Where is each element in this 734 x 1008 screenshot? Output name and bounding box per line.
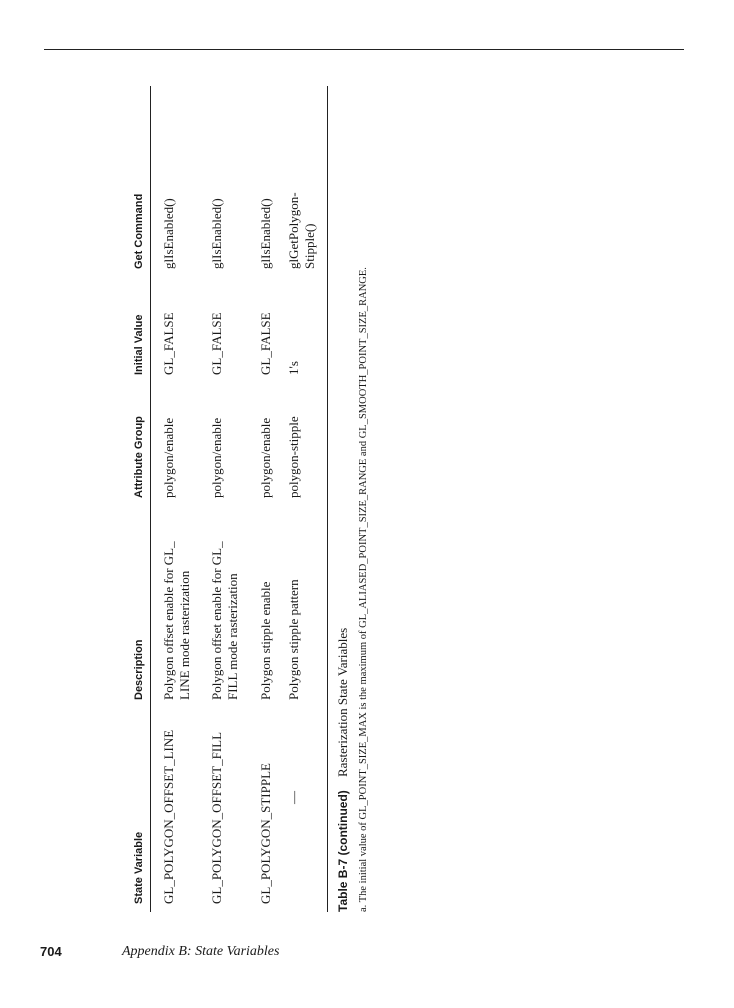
row2-description-line1: Polygon offset enable for GL_ [209, 541, 224, 700]
row2-get-command: glIsEnabled() [209, 198, 224, 269]
row2-attribute-group: polygon/enable [209, 417, 224, 498]
row1-description-line1: Polygon offset enable for GL_ [161, 541, 176, 700]
table-caption-label: Table B-7 (continued) [336, 790, 350, 912]
header-attribute-group: Attribute Group [133, 416, 145, 498]
running-head: Appendix B: State Variables [122, 944, 280, 959]
table-caption-title: Rasterization State Variables [335, 627, 350, 777]
row1-get-command: glIsEnabled() [161, 198, 176, 269]
header-description: Description [133, 639, 145, 700]
row3-initial-value: GL_FALSE [258, 312, 273, 375]
row3-state-variable: GL_POLYGON_STIPPLE [258, 763, 273, 904]
table-footnote: a. The initial value of GL_POINT_SIZE_MAX is the maximum of GL_ALIASED_POINT_SIZE_RANGE and GL_SMOOTH_POINT_SIZE_RANGE. [358, 267, 369, 912]
row3-get-command: glIsEnabled() [258, 198, 273, 269]
row1-initial-value: GL_FALSE [161, 312, 176, 375]
row2-description-line2: FILL mode rasterization [225, 573, 240, 700]
rotated-table-block [118, 86, 388, 912]
row4-description-line1: Polygon stipple pattern [286, 579, 301, 700]
row3-attribute-group: polygon/enable [258, 417, 273, 498]
row4-get-command-line2: Stipple() [302, 223, 317, 269]
row4-attribute-group: polygon-stipple [286, 416, 301, 498]
row3-description-line1: Polygon stipple enable [258, 581, 273, 700]
page-number: 704 [40, 944, 62, 959]
row4-state-variable: — [286, 791, 301, 804]
row1-description-line2: LINE mode rasterization [177, 570, 192, 700]
header-state-variable: State Variable [133, 831, 145, 904]
header-get-command: Get Command [133, 193, 145, 269]
row4-get-command-line1: glGetPolygon- [286, 192, 301, 269]
top-rule [44, 49, 684, 50]
table-bottom-rule [327, 86, 328, 912]
row2-initial-value: GL_FALSE [209, 312, 224, 375]
table-top-rule [150, 86, 151, 912]
header-initial-value: Initial Value [133, 314, 145, 375]
row4-initial-value: 1's [286, 361, 301, 375]
row1-attribute-group: polygon/enable [161, 417, 176, 498]
row1-state-variable: GL_POLYGON_OFFSET_LINE [161, 729, 176, 904]
row2-state-variable: GL_POLYGON_OFFSET_FILL [209, 731, 224, 904]
